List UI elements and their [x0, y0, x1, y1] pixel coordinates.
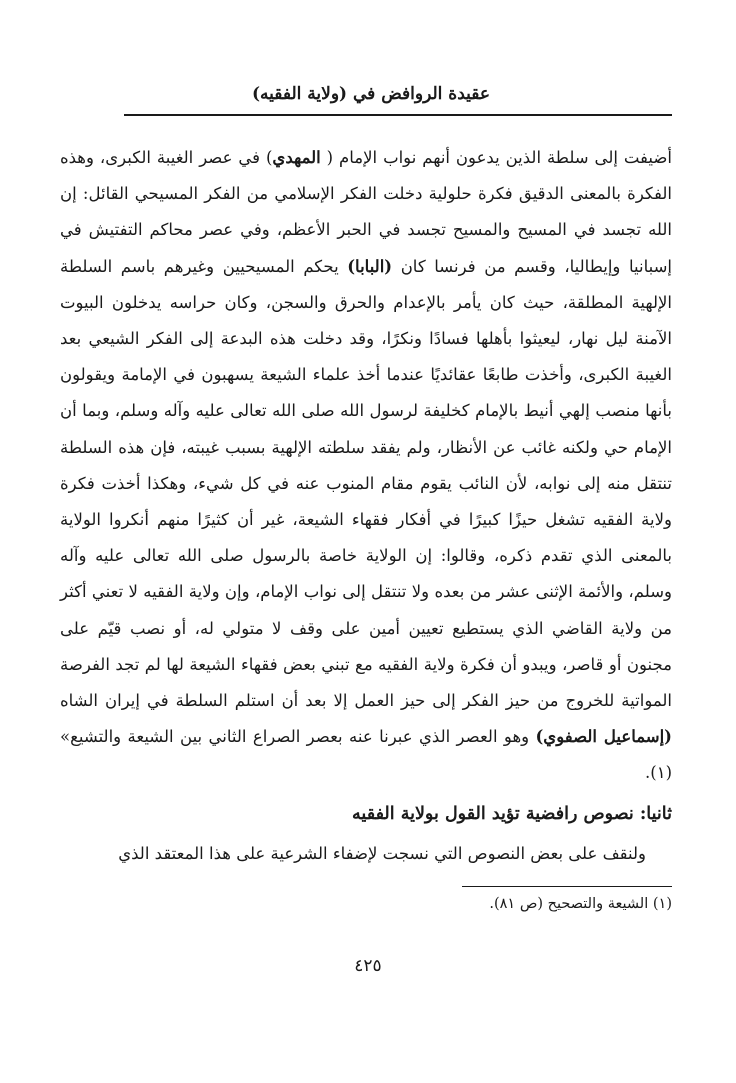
- running-header-title: عقيدة الروافض في (ولاية الفقيه): [251, 84, 490, 104]
- footnote-divider: [462, 886, 672, 887]
- section-heading: ثانيا: نصوص رافضية تؤيد القول بولاية الفقيه: [352, 804, 672, 824]
- paragraph-text-part: يحكم المسيحيين وغيرهم باسم السلطة الإلهية المطلقة، حيث كان يأمر بالإعدام والحرق والسجن، وكان حراسه يدخلون البيوت الآمنة ليل نهار، ليعيثوا بأهلها فسادًا ونكرًا، وقد دخلت هذه البدعة إلى الفكر الشيعي بعد الغيبة الكبرى، وأخذت طابعًا عقائديًا عندما أخذ علماء الشيعة يسهبون في الإمامة ويقولون بأنها منصب إلهي أنيط بالإمام كخليفة لرسول الله صلى الله تعالى عليه وآله وسلم، وبما أن الإمام حي ولكنه غائب عن الأنظار، ولم يفقد سلطته الإلهية بسبب غيبته، فإن هذه السلطة تنتقل منه إلى نوابه، لأن النائب يقوم مقام المنوب عنه في كل شيء، وهكذا أخذت فكرة ولاية الفقيه تشغل حيزًا كبيرًا في أفكار فقهاء الشيعة، غير أن كثيرًا منهم أنكروا الولاية بالمعنى الذي تقدم ذكره، وقالوا: إن الولاية خاصة بالرسول صلى الله تعالى عليه وآله وسلم، والأئمة الإثنى عشر من بعده ولا تنتقل إلى نواب الإمام، وإن ولاية الفقيه لا تعني أكثر من ولاية القاضي الذي يستطيع تعيين أمين على وقف لا متولي له، أو نصب قيّم على مجنون أو قاصر، ويبدو أن فكرة ولاية الفقيه مع تبني بعض فقهاء الشيعة لها لم تجد الفرصة المواتية للخروج من حيز الفكر إلى حيز العمل إلا بعد أن استلم السلطة في إيران الشاه: [60, 256, 672, 711]
- bold-term-ismail-safavi: (إسماعيل الصفوي): [535, 727, 672, 747]
- page-number: ٤٢٥: [354, 956, 382, 976]
- paragraph-end: .: [645, 763, 651, 783]
- section-intro-text: ولنقف على بعض النصوص التي نسجت لإضفاء الشرعية على هذا المعتقد الذي: [118, 844, 646, 863]
- paragraph-text-part: وهو العصر الذي عبرنا عنه بعصر الصراع الثاني بين الشيعة والتشيع»: [60, 727, 536, 747]
- paragraph-text-part: أضيفت إلى سلطة الذين يدعون أنهم نواب الإمام (: [320, 148, 672, 167]
- header-divider: [124, 114, 672, 116]
- paragraph-text-part: ) في عصر الغيبة الكبرى، وهذه الفكرة بالمعنى الدقيق فكرة حلولية دخلت الفكر الإسلامي من الفكر المسيحي القائل: إن الله تجسد في المسيح والمسيح تجسد في الحبر الأعظم، وفي عصر محاكم التفتيش في إسبانيا وإيطاليا، وقسم من فرنسا كان: [60, 148, 672, 276]
- footnote-reference: (١): [650, 763, 672, 783]
- bold-term-mahdi: المهدي: [272, 148, 321, 167]
- main-paragraph: [60, 140, 672, 792]
- footnote: (١) الشيعة والتصحيح (ص ٨١).: [489, 896, 672, 912]
- bold-term-pope: (البابا): [347, 256, 393, 276]
